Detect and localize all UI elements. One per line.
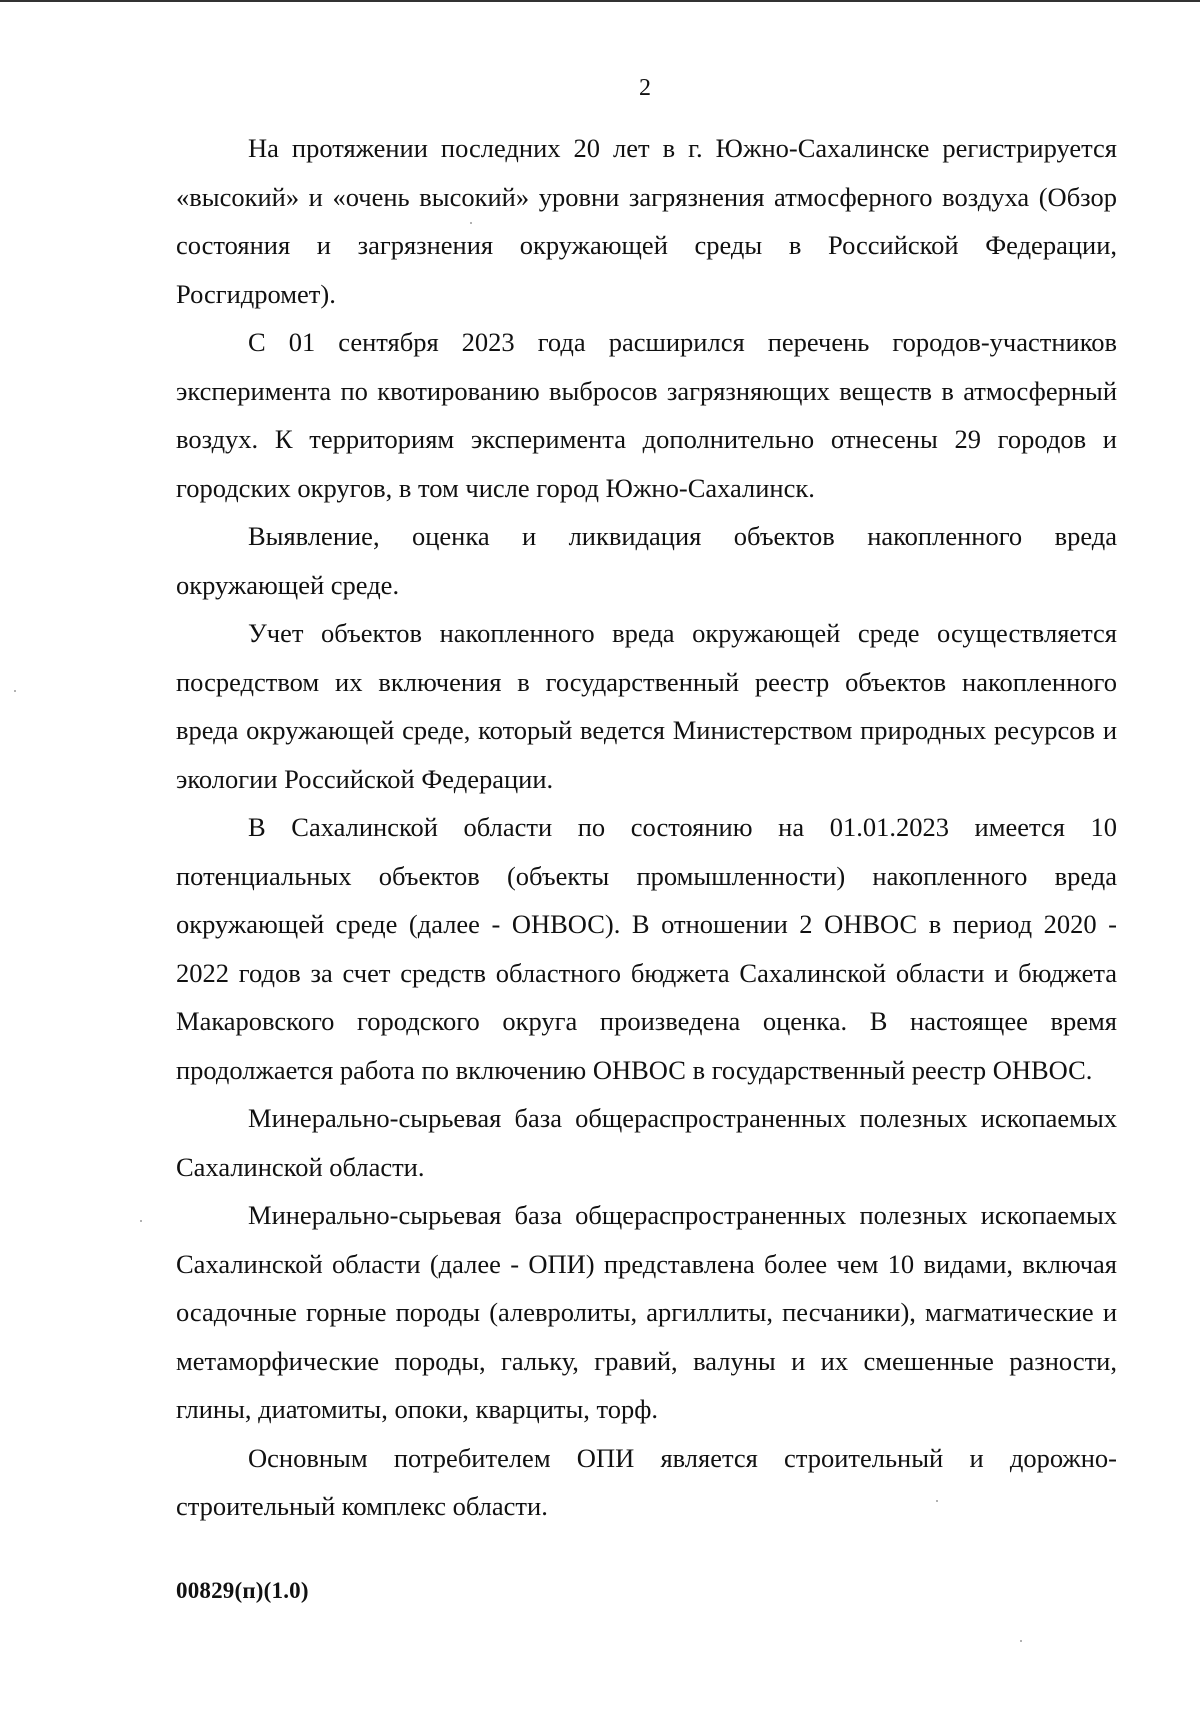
scan-speck xyxy=(936,1500,938,1502)
document-body xyxy=(176,124,1117,1531)
paragraph-mineral-base-details: Минерально-сырьевая база общераспространенных полезных ископаемых Сахалинской области (далее - ОПИ) представлена более чем 10 видами, включая осадочные горные породы (алевролиты, аргиллиты, песчаники), магматические и метаморфические породы, гальку, гравий, валуны и их смешенные разности, глины, диатомиты, опоки, кварциты, торф. xyxy=(176,1200,1117,1424)
paragraph-heading-mineral-base: Минерально-сырьевая база общераспространенных полезных ископаемых Сахалинской области. xyxy=(176,1103,1117,1182)
top-edge-line xyxy=(0,0,1200,2)
paragraph-air-pollution: На протяжении последних 20 лет в г. Южно-Сахалинске регистрируется «высокий» и «очень высокий» уровни загрязнения атмосферного воздуха (Обзор состояния и загрязнения окружающей среды в Российской Федерации, Росгидромет). xyxy=(176,133,1117,309)
paragraph-emission-quota-experiment: С 01 сентября 2023 года расширился перечень городов-участников эксперимента по квотированию выбросов загрязняющих веществ в атмосферный воздух. К территориям эксперимента дополнительно отнесены 29 городов и городских округов, в том числе город Южно-Сахалинск. xyxy=(176,327,1117,503)
paragraph-onvos-sakhalin: В Сахалинской области по состоянию на 01.01.2023 имеется 10 потенциальных объектов (объекты промышленности) накопленного вреда окружающей среде (далее - ОНВОС). В отношении 2 ОНВОС в период 2020 - 2022 годов за счет средств областного бюджета Сахалинской области и бюджета Макаровского городского округа произведена оценка. В настоящее время продолжается работа по включению ОНВОС в государственный реестр ОНВОС. xyxy=(176,812,1117,1085)
scan-speck xyxy=(140,1220,142,1222)
paragraph-opi-consumer: Основным потребителем ОПИ является строительный и дорожно-строительный комплекс области. xyxy=(176,1442,1117,1521)
scan-speck xyxy=(14,690,16,692)
scan-speck xyxy=(1020,1640,1022,1642)
paragraph-heading-accumulated-harm: Выявление, оценка и ликвидация объектов накопленного вреда окружающей среде. xyxy=(176,521,1117,600)
page-number: 2 xyxy=(639,75,651,101)
document-code: 00829(п)(1.0) xyxy=(176,1578,309,1603)
paragraph-harm-registry: Учет объектов накопленного вреда окружающей среде осуществляется посредством их включения в государственный реестр объектов накопленного вреда окружающей среде, который ведется Министерством природных ресурсов и экологии Российской Федерации. xyxy=(176,618,1117,794)
scan-speck xyxy=(470,222,472,224)
